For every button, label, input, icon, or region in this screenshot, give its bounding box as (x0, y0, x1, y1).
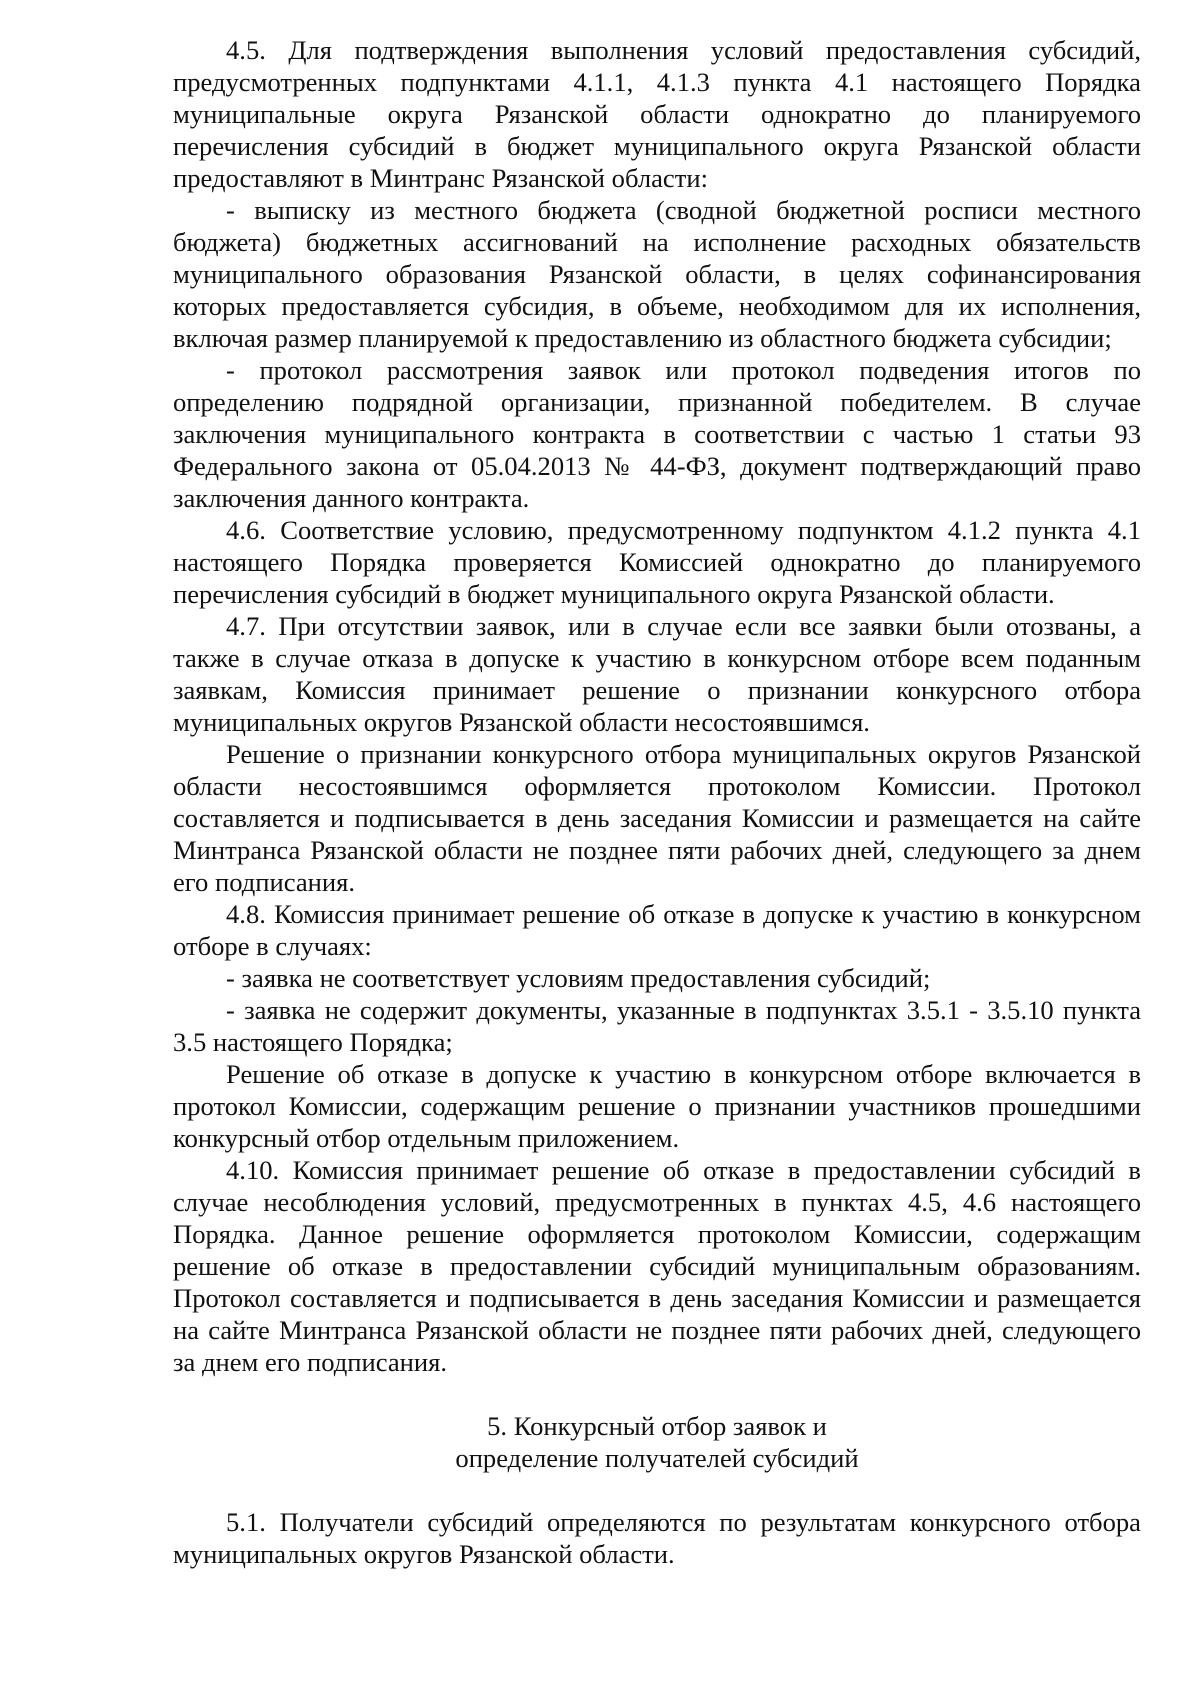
section-5-heading (173, 1410, 1141, 1474)
paragraph-4-8: 4.8. Комиссия принимает решение об отказе в допуске к участию в конкурсном отборе в случаях: (173, 899, 1141, 961)
list-item-not-compliant: - заявка не соответствует условиям предоставления субсидий; (226, 963, 931, 993)
paragraph-refusal-decision: Решение об отказе в допуске к участию в конкурсном отборе включается в протокол Комиссии, содержащим решение о признании участников прошедшими конкурсный отбор отдельным приложением. (173, 1059, 1141, 1153)
section-heading-line-2: определение получателей субсидий (455, 1443, 859, 1473)
paragraph-4-6: 4.6. Соответствие условию, предусмотренному подпунктом 4.1.2 пункта 4.1 настоящего Порядка проверяется Комиссией однократно до планируемого перечисления субсидий в бюджет муниципального округа Рязанской области. (173, 515, 1141, 609)
paragraph-4-7: 4.7. При отсутствии заявок, или в случае если все заявки были отозваны, а также в случае отказа в допуске к участию в конкурсном отборе всем поданным заявкам, Комиссия принимает решение о признании конкурсного отбора муниципальных округов Рязанской области несостоявшимся. (173, 611, 1141, 737)
list-item-missing-documents: - заявка не содержит документы, указанные в подпунктах 3.5.1 - 3.5.10 пункта 3.5 настоящего Порядка; (173, 995, 1141, 1057)
list-item-protocol: - протокол рассмотрения заявок или протокол подведения итогов по определению подрядной организации, признанной победителем. В случае заключения муниципального контракта в соответствии с частью 1 статьи 93 Федерального закона от 05.04.2013 № 44-ФЗ, документ подтверждающий право заключения данного контракта. (173, 355, 1141, 513)
paragraph-4-5: 4.5. Для подтверждения выполнения условий предоставления субсидий, предусмотренных подпунктами 4.1.1, 4.1.3 пункта 4.1 настоящего Порядка муниципальные округа Рязанской области однократно до планируемого перечисления субсидий в бюджет муниципального округа Рязанской области предоставляют в Минтранс Рязанской области: (173, 35, 1141, 193)
paragraph-5-1: 5.1. Получатели субсидий определяются по результатам конкурсного отбора муниципальных округов Рязанской области. (173, 1507, 1141, 1569)
paragraph-4-10: 4.10. Комиссия принимает решение об отказе в предоставлении субсидий в случае несоблюдения условий, предусмотренных в пунктах 4.5, 4.6 настоящего Порядка. Данное решение оформляется протоколом Комиссии, содержащим решение об отказе в предоставлении субсидий муниципальным образованиям. Протокол составляется и подписывается в день заседания Комиссии и размещается на сайте Минтранса Рязанской области не позднее пяти рабочих дней, следующего за днем его подписания. (173, 1155, 1141, 1377)
paragraph-decision-failed: Решение о признании конкурсного отбора муниципальных округов Рязанской области несостоявшимся оформляется протоколом Комиссии. Протокол составляется и подписывается в день заседания Комиссии и размещается на сайте Минтранса Рязанской области не позднее пяти рабочих дней, следующего за днем его подписания. (173, 739, 1141, 897)
list-item-budget-extract: - выписку из местного бюджета (сводной бюджетной росписи местного бюджета) бюджетных ассигнований на исполнение расходных обязательств муниципального образования Рязанской области, в целях софинансирования которых предоставляется субсидия, в объеме, необходимом для их исполнения, включая размер планируемой к предоставлению из областного бюджета субсидии; (173, 195, 1141, 353)
document-page (173, 34, 1141, 1570)
section-heading-line-1: 5. Конкурсный отбор заявок и (487, 1411, 827, 1441)
